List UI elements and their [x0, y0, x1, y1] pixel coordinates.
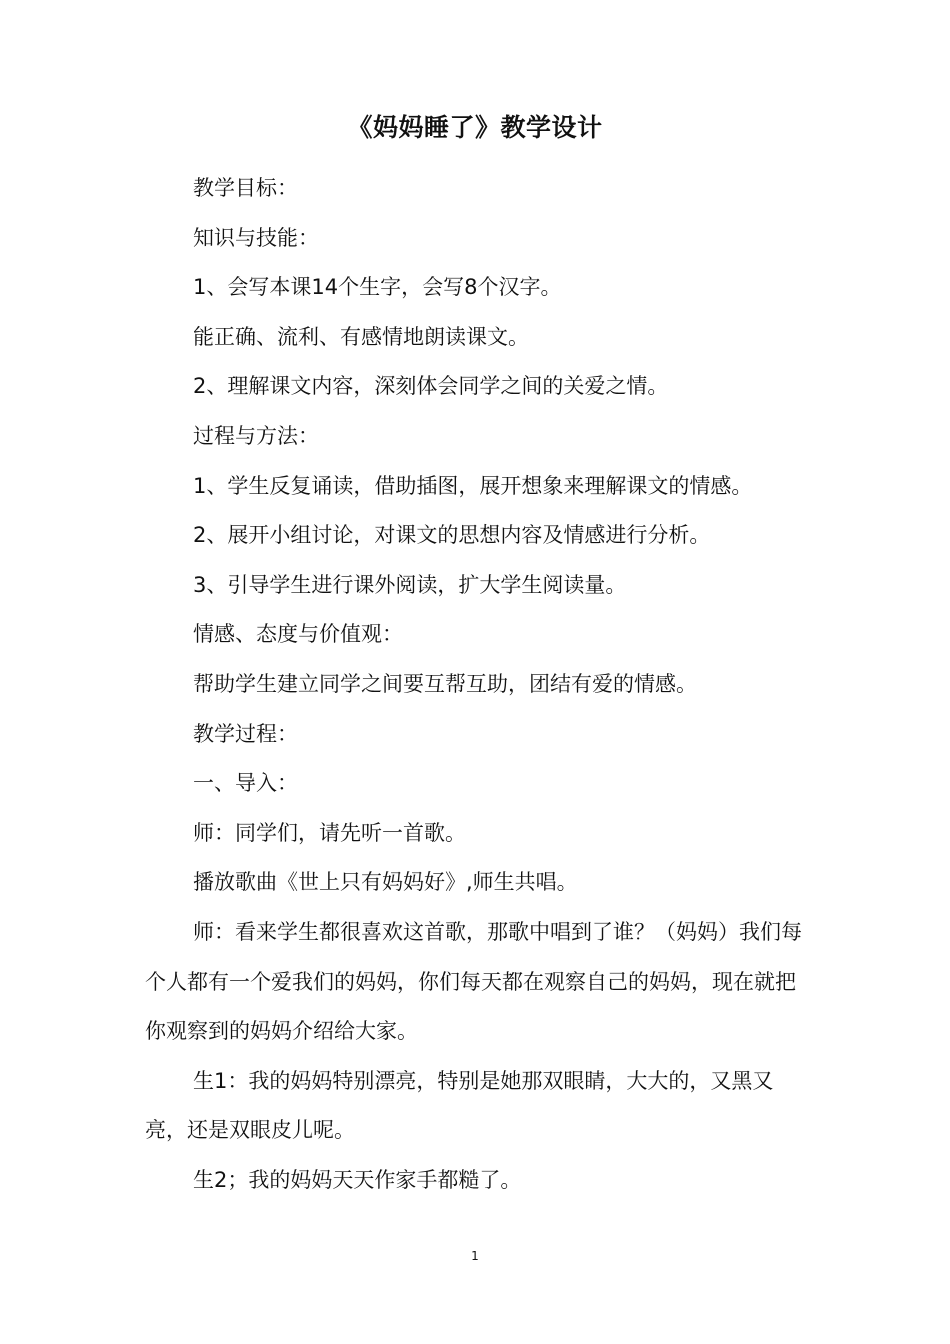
paragraph: 知识与技能： — [193, 225, 319, 250]
paragraph: 帮助学生建立同学之间要互帮互助，团结有爱的情感。 — [193, 671, 697, 696]
page-number: 1 — [471, 1249, 479, 1263]
paragraph: 生2；我的妈妈天天作家手都糙了。 — [193, 1167, 522, 1192]
paragraph: 能正确、流利、有感情地朗读课文。 — [193, 324, 529, 349]
paragraph: 播放歌曲《世上只有妈妈好》,师生共唱。 — [193, 870, 578, 895]
paragraph: 生1：我的妈妈特别漂亮，特别是她那双眼睛，大大的，又黑又亮，还是双眼皮儿呢。 — [145, 1068, 774, 1143]
paragraph: 1、会写本课14个生字，会写8个汉字。 — [193, 275, 562, 300]
document-body — [145, 164, 811, 1205]
paragraph: 2、理解课文内容，深刻体会同学之间的关爱之情。 — [193, 374, 669, 399]
document-title: 《妈妈睡了》教学设计 — [347, 113, 603, 142]
paragraph: 3、引导学生进行课外阅读，扩大学生阅读量。 — [193, 572, 627, 597]
paragraph: 过程与方法： — [193, 423, 319, 448]
paragraph: 1、学生反复诵读，借助插图，展开想象来理解课文的情感。 — [193, 473, 753, 498]
paragraph: 教学过程： — [193, 721, 298, 746]
paragraph: 一、导入： — [193, 771, 298, 796]
paragraph: 教学目标： — [193, 176, 298, 200]
paragraph: 情感、态度与价值观： — [193, 622, 403, 647]
paragraph: 师：看来学生都很喜欢这首歌，那歌中唱到了谁？（妈妈）我们每个人都有一个爱我们的妈妈，你们每天都在观察自己的妈妈，现在就把你观察到的妈妈介绍给大家。 — [145, 919, 802, 1044]
paragraph: 2、展开小组讨论，对课文的思想内容及情感进行分析。 — [193, 523, 711, 548]
paragraph: 师：同学们，请先听一首歌。 — [193, 820, 466, 845]
